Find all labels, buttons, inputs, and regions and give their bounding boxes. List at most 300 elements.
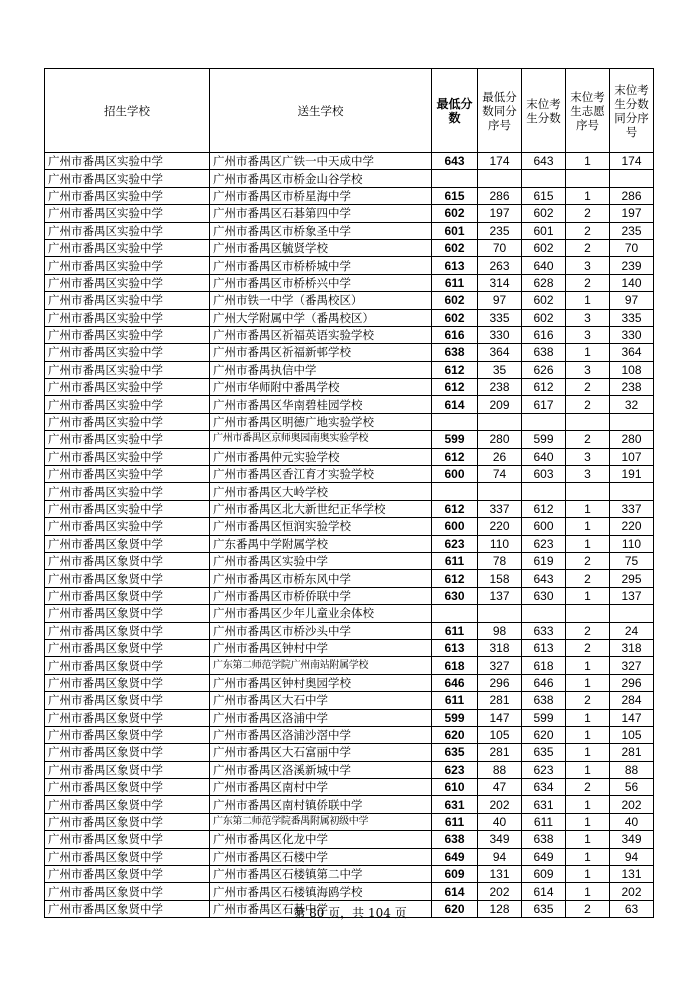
recruit-school-cell: 广州市番禺区象贤中学	[45, 570, 210, 587]
last-score-cell: 635	[522, 744, 566, 761]
last-rank-cell: 337	[610, 500, 654, 517]
table-row	[45, 570, 654, 587]
min-score-cell: 620	[432, 900, 478, 917]
last-rank-cell: 131	[610, 866, 654, 883]
last-rank-cell: 220	[610, 518, 654, 535]
last-score-cell: 640	[522, 448, 566, 465]
send-school-cell: 广州市番禺区香江育才实验学校	[210, 466, 432, 483]
recruit-school-cell: 广州市番禺区象贤中学	[45, 848, 210, 865]
recruit-school-cell: 广州市番禺区实验中学	[45, 205, 210, 222]
recruit-school-cell: 广州市番禺区实验中学	[45, 222, 210, 239]
last-score-cell: 601	[522, 222, 566, 239]
header-row	[45, 69, 654, 153]
same-score-rank-cell: 128	[478, 900, 522, 917]
min-score-cell	[432, 170, 478, 187]
last-score-cell	[522, 170, 566, 187]
table-row	[45, 379, 654, 396]
same-score-rank-cell: 238	[478, 379, 522, 396]
table-row	[45, 779, 654, 796]
last-score-cell: 609	[522, 866, 566, 883]
last-preference-cell: 3	[566, 326, 610, 343]
recruit-school-cell: 广州市番禺区实验中学	[45, 518, 210, 535]
table-body	[45, 153, 654, 918]
same-score-rank-cell: 202	[478, 796, 522, 813]
table-row	[45, 796, 654, 813]
min-score-cell: 602	[432, 205, 478, 222]
recruit-school-cell: 广州市番禺区象贤中学	[45, 726, 210, 743]
min-score-cell: 643	[432, 153, 478, 170]
same-score-rank-cell: 147	[478, 709, 522, 726]
last-rank-cell: 202	[610, 883, 654, 900]
same-score-rank-cell	[478, 605, 522, 622]
header-recruit-school: 招生学校	[45, 69, 210, 153]
send-school-cell: 广州市番禺区石楼镇第二中学	[210, 866, 432, 883]
last-score-cell: 602	[522, 239, 566, 256]
recruit-school-cell: 广州市番禺区象贤中学	[45, 692, 210, 709]
last-preference-cell: 1	[566, 726, 610, 743]
min-score-cell: 602	[432, 309, 478, 326]
recruit-school-cell: 广州市番禺区实验中学	[45, 153, 210, 170]
recruit-school-cell: 广州市番禺区实验中学	[45, 274, 210, 291]
send-school-cell: 广州市番禺区化龙中学	[210, 831, 432, 848]
send-school-cell: 广州市番禺区石碁中学	[210, 900, 432, 917]
table-row	[45, 674, 654, 691]
min-score-cell	[432, 483, 478, 500]
last-preference-cell: 2	[566, 900, 610, 917]
min-score-cell: 612	[432, 361, 478, 378]
min-score-cell: 638	[432, 831, 478, 848]
send-school-cell: 广州市番禺区石楼中学	[210, 848, 432, 865]
last-score-cell: 602	[522, 205, 566, 222]
header-min-score: 最低分数	[432, 69, 478, 153]
send-school-cell: 广州市番禺区钟村奥园学校	[210, 674, 432, 691]
send-school-cell: 广州市番禺仲元实验学校	[210, 448, 432, 465]
send-school-cell: 广州市番禺区大石富丽中学	[210, 744, 432, 761]
recruit-school-cell: 广州市番禺区实验中学	[45, 344, 210, 361]
last-score-cell: 643	[522, 570, 566, 587]
recruit-school-cell: 广州市番禺区实验中学	[45, 187, 210, 204]
table-row	[45, 500, 654, 517]
last-preference-cell: 1	[566, 657, 610, 674]
last-preference-cell: 1	[566, 866, 610, 883]
table-row	[45, 831, 654, 848]
table-row	[45, 587, 654, 604]
same-score-rank-cell: 70	[478, 239, 522, 256]
last-rank-cell: 32	[610, 396, 654, 413]
send-school-cell: 广州市番禺区实验中学	[210, 552, 432, 569]
header-last-preference: 末位考生志愿序号	[566, 69, 610, 153]
last-score-cell: 623	[522, 761, 566, 778]
last-rank-cell: 349	[610, 831, 654, 848]
recruit-school-cell: 广州市番禺区实验中学	[45, 170, 210, 187]
send-school-cell: 广州市番禺区少年儿童业余体校	[210, 605, 432, 622]
last-score-cell: 599	[522, 431, 566, 448]
min-score-cell: 610	[432, 779, 478, 796]
last-score-cell: 602	[522, 309, 566, 326]
last-score-cell: 603	[522, 466, 566, 483]
last-rank-cell: 202	[610, 796, 654, 813]
last-preference-cell: 1	[566, 518, 610, 535]
send-school-cell: 广州市番禺区明德广地实验学校	[210, 413, 432, 430]
recruit-school-cell: 广州市番禺区象贤中学	[45, 779, 210, 796]
last-rank-cell: 318	[610, 639, 654, 656]
last-preference-cell: 1	[566, 831, 610, 848]
last-preference-cell	[566, 413, 610, 430]
recruit-school-cell: 广州市番禺区象贤中学	[45, 831, 210, 848]
last-preference-cell: 3	[566, 257, 610, 274]
last-score-cell: 619	[522, 552, 566, 569]
min-score-cell: 638	[432, 344, 478, 361]
table-row	[45, 866, 654, 883]
last-preference-cell: 2	[566, 396, 610, 413]
last-rank-cell: 105	[610, 726, 654, 743]
last-rank-cell: 107	[610, 448, 654, 465]
last-preference-cell: 2	[566, 239, 610, 256]
same-score-rank-cell	[478, 483, 522, 500]
table-row	[45, 726, 654, 743]
last-rank-cell: 239	[610, 257, 654, 274]
same-score-rank-cell: 281	[478, 692, 522, 709]
last-preference-cell: 1	[566, 500, 610, 517]
recruit-school-cell: 广州市番禺区实验中学	[45, 326, 210, 343]
last-preference-cell: 2	[566, 692, 610, 709]
send-school-cell: 广州市番禺区洛溪新城中学	[210, 761, 432, 778]
last-preference-cell: 2	[566, 779, 610, 796]
admission-table	[44, 68, 654, 918]
last-score-cell: 612	[522, 500, 566, 517]
table-row	[45, 274, 654, 291]
last-preference-cell: 1	[566, 709, 610, 726]
last-preference-cell: 3	[566, 448, 610, 465]
min-score-cell: 649	[432, 848, 478, 865]
same-score-rank-cell: 235	[478, 222, 522, 239]
recruit-school-cell: 广州市番禺区实验中学	[45, 396, 210, 413]
last-preference-cell: 1	[566, 674, 610, 691]
last-score-cell: 635	[522, 900, 566, 917]
table-row	[45, 744, 654, 761]
min-score-cell: 620	[432, 726, 478, 743]
recruit-school-cell: 广州市番禺区象贤中学	[45, 709, 210, 726]
last-rank-cell: 235	[610, 222, 654, 239]
min-score-cell: 614	[432, 396, 478, 413]
send-school-cell: 广州市番禺区市桥桥城中学	[210, 257, 432, 274]
same-score-rank-cell: 88	[478, 761, 522, 778]
recruit-school-cell: 广州市番禺区象贤中学	[45, 796, 210, 813]
header-last-score: 末位考生分数	[522, 69, 566, 153]
recruit-school-cell: 广州市番禺区实验中学	[45, 309, 210, 326]
same-score-rank-cell: 35	[478, 361, 522, 378]
recruit-school-cell: 广州市番禺区象贤中学	[45, 622, 210, 639]
min-score-cell: 599	[432, 431, 478, 448]
recruit-school-cell: 广州市番禺区实验中学	[45, 431, 210, 448]
table-row	[45, 622, 654, 639]
last-preference-cell: 2	[566, 639, 610, 656]
last-rank-cell: 330	[610, 326, 654, 343]
min-score-cell: 611	[432, 552, 478, 569]
table-row	[45, 361, 654, 378]
send-school-cell: 广东第二师范学院番禺附属初级中学	[210, 813, 432, 830]
same-score-rank-cell: 110	[478, 535, 522, 552]
send-school-cell: 广东番禺中学附属学校	[210, 535, 432, 552]
table-row	[45, 709, 654, 726]
send-school-cell: 广州市番禺区祈福英语实验学校	[210, 326, 432, 343]
send-school-cell: 广州市番禺区市桥桥兴中学	[210, 274, 432, 291]
min-score-cell: 611	[432, 274, 478, 291]
same-score-rank-cell: 97	[478, 292, 522, 309]
table-row	[45, 605, 654, 622]
table-row	[45, 153, 654, 170]
last-score-cell: 634	[522, 779, 566, 796]
last-preference-cell: 1	[566, 187, 610, 204]
send-school-cell: 广州市番禺区祈福新邨学校	[210, 344, 432, 361]
last-rank-cell	[610, 413, 654, 430]
table-row	[45, 344, 654, 361]
table-row	[45, 518, 654, 535]
last-score-cell: 640	[522, 257, 566, 274]
last-rank-cell: 364	[610, 344, 654, 361]
last-preference-cell: 1	[566, 535, 610, 552]
min-score-cell: 601	[432, 222, 478, 239]
same-score-rank-cell: 202	[478, 883, 522, 900]
send-school-cell: 广州市番禺区钟村中学	[210, 639, 432, 656]
last-rank-cell: 137	[610, 587, 654, 604]
min-score-cell: 623	[432, 535, 478, 552]
send-school-cell: 广州市番禺区市桥沙头中学	[210, 622, 432, 639]
last-rank-cell: 280	[610, 431, 654, 448]
last-score-cell: 618	[522, 657, 566, 674]
send-school-cell: 广州大学附属中学（番禺校区）	[210, 309, 432, 326]
last-rank-cell: 286	[610, 187, 654, 204]
last-rank-cell: 56	[610, 779, 654, 796]
same-score-rank-cell: 158	[478, 570, 522, 587]
last-preference-cell: 1	[566, 813, 610, 830]
recruit-school-cell: 广州市番禺区实验中学	[45, 292, 210, 309]
send-school-cell: 广州市番禺区石楼镇海鸥学校	[210, 883, 432, 900]
same-score-rank-cell: 105	[478, 726, 522, 743]
send-school-cell: 广州市番禺区南村中学	[210, 779, 432, 796]
last-rank-cell: 327	[610, 657, 654, 674]
last-rank-cell: 63	[610, 900, 654, 917]
send-school-cell: 广州市番禺区石碁第四中学	[210, 205, 432, 222]
same-score-rank-cell: 209	[478, 396, 522, 413]
last-score-cell: 611	[522, 813, 566, 830]
recruit-school-cell: 广州市番禺区象贤中学	[45, 639, 210, 656]
last-score-cell: 615	[522, 187, 566, 204]
last-rank-cell: 296	[610, 674, 654, 691]
min-score-cell	[432, 413, 478, 430]
same-score-rank-cell: 26	[478, 448, 522, 465]
last-preference-cell: 2	[566, 205, 610, 222]
same-score-rank-cell: 74	[478, 466, 522, 483]
recruit-school-cell: 广州市番禺区象贤中学	[45, 587, 210, 604]
last-score-cell: 626	[522, 361, 566, 378]
recruit-school-cell: 广州市番禺区实验中学	[45, 239, 210, 256]
same-score-rank-cell: 286	[478, 187, 522, 204]
send-school-cell: 广州市番禺区恒润实验学校	[210, 518, 432, 535]
send-school-cell: 广东第二师范学院广州南站附属学校	[210, 657, 432, 674]
same-score-rank-cell: 263	[478, 257, 522, 274]
header-send-school: 送生学校	[210, 69, 432, 153]
min-score-cell: 614	[432, 883, 478, 900]
last-rank-cell: 94	[610, 848, 654, 865]
same-score-rank-cell: 94	[478, 848, 522, 865]
min-score-cell: 613	[432, 639, 478, 656]
last-score-cell: 614	[522, 883, 566, 900]
table-row	[45, 483, 654, 500]
same-score-rank-cell: 197	[478, 205, 522, 222]
last-rank-cell: 238	[610, 379, 654, 396]
last-rank-cell: 284	[610, 692, 654, 709]
min-score-cell: 611	[432, 692, 478, 709]
recruit-school-cell: 广州市番禺区实验中学	[45, 379, 210, 396]
last-score-cell: 612	[522, 379, 566, 396]
table-row	[45, 639, 654, 656]
same-score-rank-cell: 296	[478, 674, 522, 691]
last-score-cell: 638	[522, 692, 566, 709]
recruit-school-cell: 广州市番禺区象贤中学	[45, 883, 210, 900]
same-score-rank-cell: 78	[478, 552, 522, 569]
min-score-cell: 615	[432, 187, 478, 204]
same-score-rank-cell: 364	[478, 344, 522, 361]
last-preference-cell: 1	[566, 292, 610, 309]
last-preference-cell: 1	[566, 344, 610, 361]
last-rank-cell: 108	[610, 361, 654, 378]
last-score-cell: 599	[522, 709, 566, 726]
same-score-rank-cell: 337	[478, 500, 522, 517]
min-score-cell: 618	[432, 657, 478, 674]
min-score-cell: 623	[432, 761, 478, 778]
table-row	[45, 396, 654, 413]
last-preference-cell	[566, 483, 610, 500]
min-score-cell: 613	[432, 257, 478, 274]
table-row	[45, 692, 654, 709]
last-score-cell	[522, 605, 566, 622]
last-score-cell: 631	[522, 796, 566, 813]
same-score-rank-cell	[478, 413, 522, 430]
same-score-rank-cell: 318	[478, 639, 522, 656]
table-row	[45, 813, 654, 830]
last-rank-cell: 335	[610, 309, 654, 326]
last-score-cell	[522, 483, 566, 500]
recruit-school-cell: 广州市番禺区实验中学	[45, 483, 210, 500]
same-score-rank-cell: 220	[478, 518, 522, 535]
same-score-rank-cell	[478, 170, 522, 187]
send-school-cell: 广州市番禺区南村镇侨联中学	[210, 796, 432, 813]
min-score-cell: 612	[432, 500, 478, 517]
table-row	[45, 326, 654, 343]
recruit-school-cell: 广州市番禺区实验中学	[45, 361, 210, 378]
send-school-cell: 广州市华师附中番禺学校	[210, 379, 432, 396]
send-school-cell: 广州市番禺区市桥星海中学	[210, 187, 432, 204]
table-row	[45, 883, 654, 900]
last-rank-cell: 174	[610, 153, 654, 170]
same-score-rank-cell: 327	[478, 657, 522, 674]
header-same-score-rank: 最低分数同分序号	[478, 69, 522, 153]
same-score-rank-cell: 280	[478, 431, 522, 448]
send-school-cell: 广州市番禺区大岭学校	[210, 483, 432, 500]
min-score-cell: 600	[432, 466, 478, 483]
table-row	[45, 657, 654, 674]
send-school-cell: 广州市番禺区大石中学	[210, 692, 432, 709]
last-rank-cell	[610, 483, 654, 500]
last-rank-cell: 88	[610, 761, 654, 778]
recruit-school-cell: 广州市番禺区象贤中学	[45, 535, 210, 552]
last-preference-cell: 1	[566, 883, 610, 900]
last-preference-cell: 1	[566, 761, 610, 778]
last-score-cell	[522, 413, 566, 430]
last-score-cell: 617	[522, 396, 566, 413]
last-preference-cell: 2	[566, 552, 610, 569]
same-score-rank-cell: 98	[478, 622, 522, 639]
last-rank-cell: 97	[610, 292, 654, 309]
send-school-cell: 广州市番禺执信中学	[210, 361, 432, 378]
last-score-cell: 633	[522, 622, 566, 639]
table-row	[45, 552, 654, 569]
send-school-cell: 广州市番禺区北大新世纪正华学校	[210, 500, 432, 517]
send-school-cell: 广州市番禺区毓贤学校	[210, 239, 432, 256]
table-row	[45, 187, 654, 204]
last-score-cell: 649	[522, 848, 566, 865]
last-score-cell: 628	[522, 274, 566, 291]
min-score-cell: 630	[432, 587, 478, 604]
table-row	[45, 848, 654, 865]
table-row	[45, 535, 654, 552]
last-rank-cell: 40	[610, 813, 654, 830]
min-score-cell: 646	[432, 674, 478, 691]
recruit-school-cell: 广州市番禺区实验中学	[45, 257, 210, 274]
last-score-cell: 646	[522, 674, 566, 691]
last-preference-cell: 2	[566, 222, 610, 239]
recruit-school-cell: 广州市番禺区象贤中学	[45, 813, 210, 830]
send-school-cell: 广州市番禺区市桥侨联中学	[210, 587, 432, 604]
table-row	[45, 466, 654, 483]
min-score-cell: 602	[432, 292, 478, 309]
min-score-cell: 609	[432, 866, 478, 883]
recruit-school-cell: 广州市番禺区象贤中学	[45, 900, 210, 917]
same-score-rank-cell: 131	[478, 866, 522, 883]
last-preference-cell: 1	[566, 587, 610, 604]
same-score-rank-cell: 335	[478, 309, 522, 326]
send-school-cell: 广州市番禺区洛浦沙滘中学	[210, 726, 432, 743]
recruit-school-cell: 广州市番禺区象贤中学	[45, 552, 210, 569]
last-rank-cell: 140	[610, 274, 654, 291]
last-rank-cell: 110	[610, 535, 654, 552]
table-row	[45, 239, 654, 256]
same-score-rank-cell: 314	[478, 274, 522, 291]
table-row	[45, 205, 654, 222]
recruit-school-cell: 广州市番禺区象贤中学	[45, 744, 210, 761]
last-score-cell: 616	[522, 326, 566, 343]
last-preference-cell: 2	[566, 570, 610, 587]
last-preference-cell: 2	[566, 274, 610, 291]
last-preference-cell	[566, 170, 610, 187]
last-rank-cell	[610, 170, 654, 187]
last-preference-cell: 1	[566, 848, 610, 865]
last-rank-cell: 281	[610, 744, 654, 761]
header-last-rank: 末位考生分数同分序号	[610, 69, 654, 153]
recruit-school-cell: 广州市番禺区象贤中学	[45, 657, 210, 674]
min-score-cell: 599	[432, 709, 478, 726]
min-score-cell: 616	[432, 326, 478, 343]
last-preference-cell: 2	[566, 431, 610, 448]
recruit-school-cell: 广州市番禺区实验中学	[45, 413, 210, 430]
send-school-cell: 广州市番禺区京师奥园南奥实验学校	[210, 431, 432, 448]
last-preference-cell: 2	[566, 622, 610, 639]
table-row	[45, 292, 654, 309]
page-footer: 第 80 页，共 104 页	[293, 906, 407, 920]
same-score-rank-cell: 330	[478, 326, 522, 343]
last-score-cell: 630	[522, 587, 566, 604]
